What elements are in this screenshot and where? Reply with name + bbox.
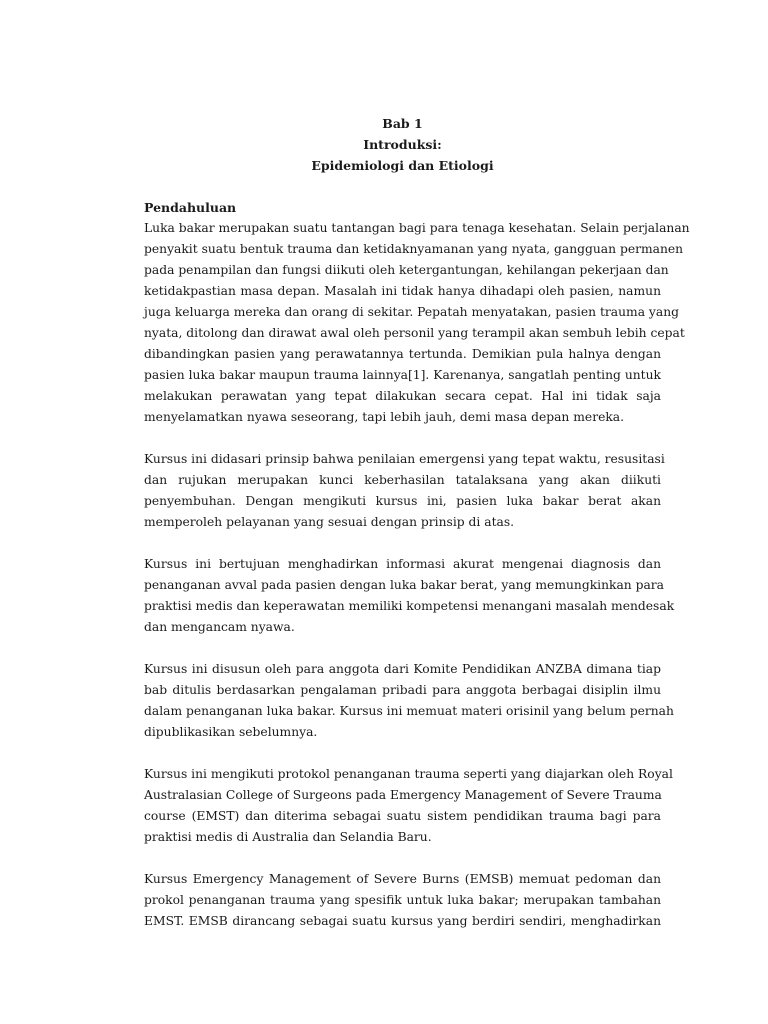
paragraph-line: Australasian College of Surgeons pada Emergency Management of Severe Trauma (144, 788, 662, 802)
paragraph-line: penyembuhan. Dengan mengikuti kursus ini, pasien luka bakar berat akan (144, 494, 661, 508)
chapter-number: Bab 1 (382, 116, 423, 131)
paragraph-line: prokol penanganan trauma yang spesifik untuk luka bakar; merupakan tambahan (144, 893, 661, 907)
chapter-subtitle: Epidemiologi dan Etiologi (311, 158, 494, 173)
paragraph-4 (144, 659, 674, 743)
paragraph-line: Kursus ini mengikuti protokol penanganan trauma seperti yang diajarkan oleh Royal (144, 767, 673, 781)
section-title: Pendahuluan (144, 200, 237, 215)
chapter-heading (144, 113, 661, 176)
paragraph-line: praktisi medis di Australia dan Selandia Baru. (144, 830, 432, 844)
paragraph-line: Kursus ini bertujuan menghadirkan informasi akurat mengenai diagnosis dan (144, 557, 661, 571)
paragraph-line: dipublikasikan sebelumnya. (144, 725, 318, 739)
paragraph-6 (144, 869, 661, 932)
paragraph-line: menyelamatkan nyawa seseorang, tapi lebih jauh, demi masa depan mereka. (144, 410, 625, 424)
paragraph-line: pada penampilan dan fungsi diikuti oleh ketergantungan, kehilangan pekerjaan dan (144, 263, 669, 277)
paragraph-line: Kursus ini didasari prinsip bahwa penilaian emergensi yang tepat waktu, resusitasi (144, 452, 665, 466)
paragraph-line: Kursus Emergency Management of Severe Burns (EMSB) memuat pedoman dan (144, 872, 661, 886)
paragraph-line: penanganan avval pada pasien dengan luka bakar berat, yang memungkinkan para (144, 578, 665, 592)
paragraph-line: memperoleh pelayanan yang sesuai dengan prinsip di atas. (144, 515, 515, 529)
paragraph-line: Kursus ini disusun oleh para anggota dari Komite Pendidikan ANZBA dimana tiap (144, 662, 661, 676)
paragraph-line: dibandingkan pasien yang perawatannya tertunda. Demikian pula halnya dengan (144, 347, 661, 361)
paragraph-1 (144, 218, 690, 428)
paragraph-line: melakukan perawatan yang tepat dilakukan secara cepat. Hal ini tidak saja (144, 389, 661, 403)
paragraph-line: praktisi medis dan keperawatan memiliki kompetensi menangani masalah mendesak (144, 599, 675, 613)
paragraph-5 (144, 764, 673, 848)
paragraph-line: dan rujukan merupakan kunci keberhasilan tatalaksana yang akan diikuti (144, 473, 661, 487)
paragraph-line: pasien luka bakar maupun trauma lainnya[1]. Karenanya, sangatlah penting untuk (144, 368, 661, 382)
paragraph-line: juga keluarga mereka dan orang di sekitar. Pepatah menyatakan, pasien trauma yang (144, 305, 680, 319)
paragraph-line: course (EMST) dan diterima sebagai suatu sistem pendidikan trauma bagi para (144, 809, 661, 823)
chapter-title: Introduksi: (363, 137, 442, 152)
paragraph-line: Luka bakar merupakan suatu tantangan bagi para tenaga kesehatan. Selain perjalanan (144, 221, 690, 235)
paragraph-2 (144, 449, 665, 533)
paragraph-line: bab ditulis berdasarkan pengalaman pribadi para anggota berbagai disiplin ilmu (144, 683, 661, 697)
paragraph-line: EMST. EMSB dirancang sebagai suatu kursus yang berdiri sendiri, menghadirkan (144, 914, 661, 928)
paragraph-3 (144, 554, 675, 638)
paragraph-line: dan mengancam nyawa. (144, 620, 295, 634)
paragraph-line: penyakit suatu bentuk trauma dan ketidaknyamanan yang nyata, gangguan permanen (144, 242, 684, 256)
paragraph-line: ketidakpastian masa depan. Masalah ini tidak hanya dihadapi oleh pasien, namun (144, 284, 661, 298)
paragraph-line: nyata, ditolong dan dirawat awal oleh personil yang terampil akan sembuh lebih cepat (144, 326, 685, 340)
paragraph-line: dalam penanganan luka bakar. Kursus ini memuat materi orisinil yang belum pernah (144, 704, 674, 718)
